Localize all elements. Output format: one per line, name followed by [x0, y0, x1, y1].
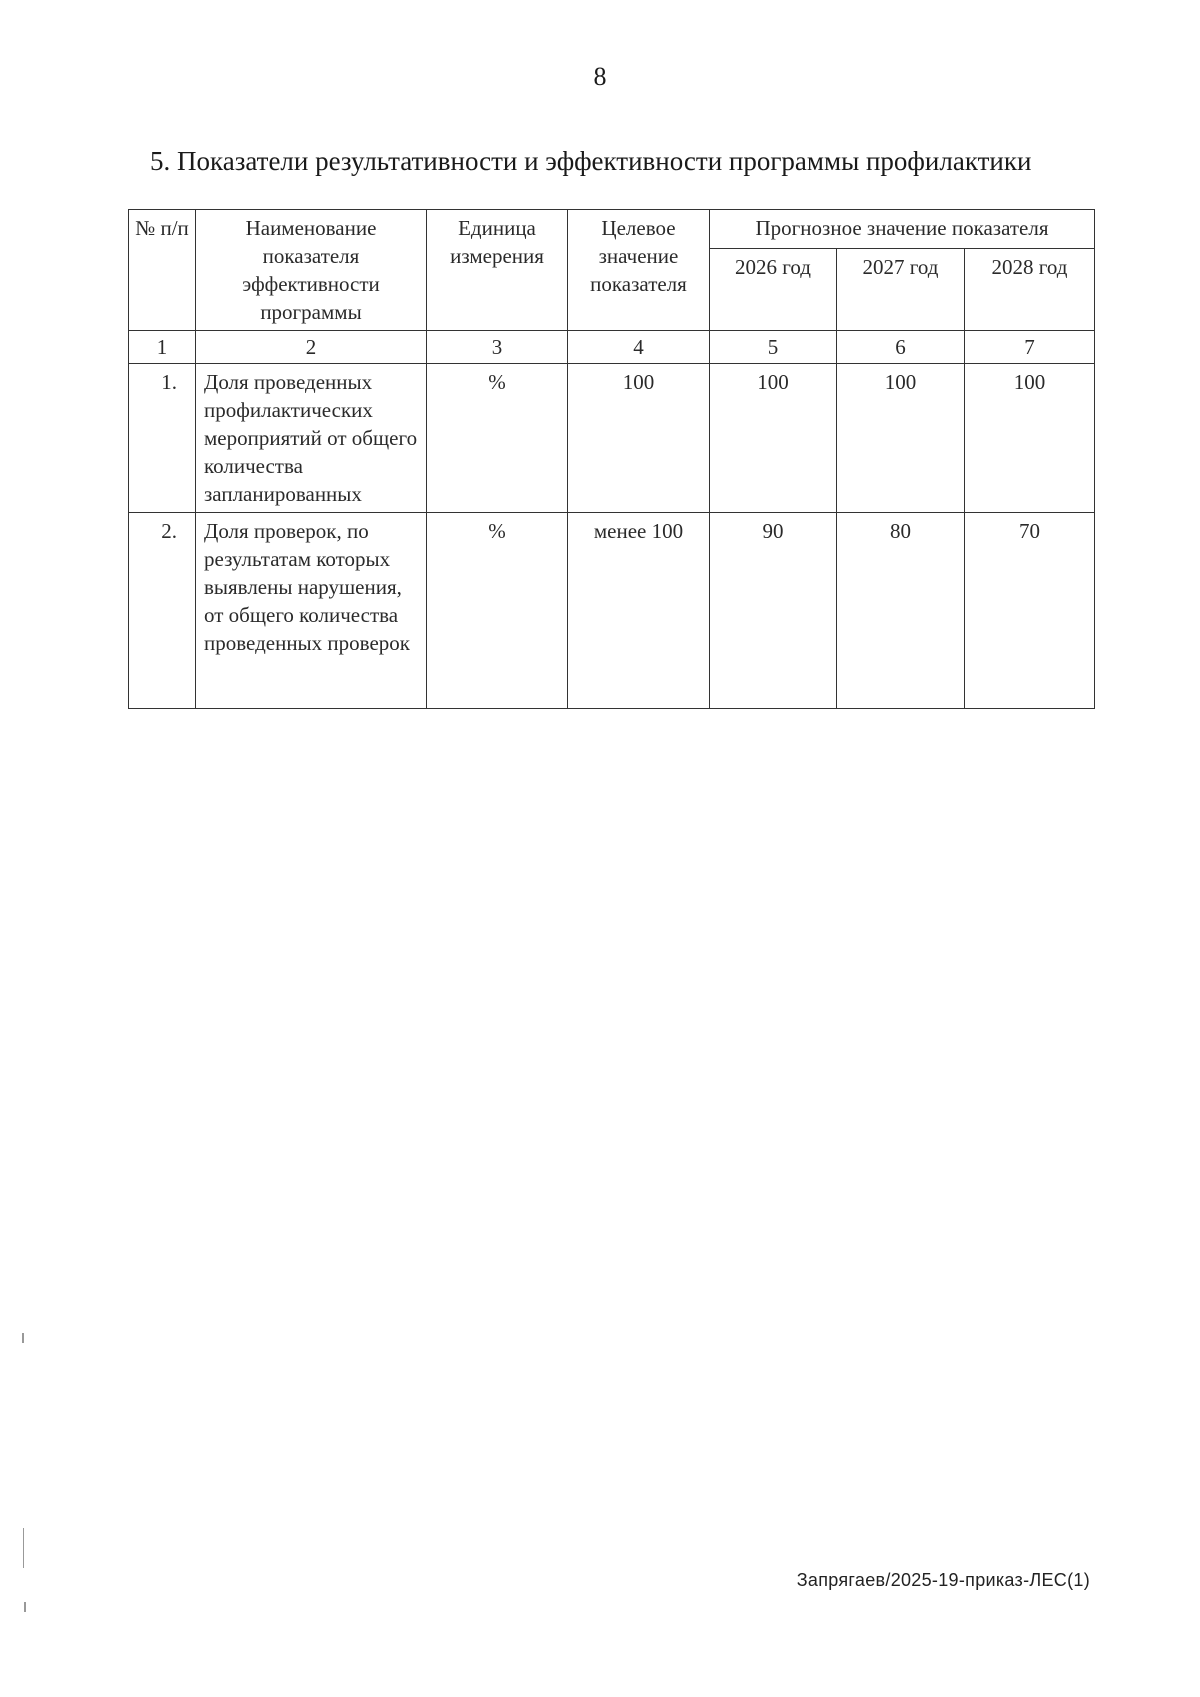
indicator-unit: %	[427, 513, 568, 709]
table-row	[129, 513, 1095, 709]
indicator-value-2026: 90	[710, 513, 837, 709]
row-number: 1.	[129, 364, 196, 513]
document-reference: Запрягаев/2025-19-приказ-ЛЕС(1)	[796, 1570, 1090, 1590]
indicator-target: 100	[568, 364, 710, 513]
header-year-2026: 2026 год	[710, 249, 837, 331]
scan-artifact	[24, 1602, 26, 1612]
header-num: № п/п	[129, 210, 196, 331]
header-year-2027: 2027 год	[837, 249, 965, 331]
indicator-value-2028: 70	[965, 513, 1095, 709]
header-name: Наименование показателя эффективности программы	[196, 210, 427, 331]
column-number: 3	[427, 331, 568, 364]
header-forecast: Прогнозное значение показателя	[710, 210, 1095, 249]
indicator-value-2027: 80	[837, 513, 965, 709]
indicator-value-2028: 100	[965, 364, 1095, 513]
table-header-row	[129, 210, 1095, 249]
column-number: 2	[196, 331, 427, 364]
indicator-target: менее 100	[568, 513, 710, 709]
scan-artifact	[23, 1528, 24, 1568]
indicator-value-2027: 100	[837, 364, 965, 513]
header-target: Целевое значение показателя	[568, 210, 710, 331]
section-title: 5. Показатели результативности и эффективности программы профилактики	[150, 146, 1032, 176]
indicator-unit: %	[427, 364, 568, 513]
scan-artifact	[22, 1333, 24, 1343]
row-number: 2.	[129, 513, 196, 709]
page-number: 8	[593, 62, 607, 91]
column-number: 6	[837, 331, 965, 364]
indicator-value-2026: 100	[710, 364, 837, 513]
column-number: 1	[129, 331, 196, 364]
indicator-name: Доля проведенных профилактических мероприятий от общего количества запланированных	[196, 364, 427, 513]
header-unit: Единица измерения	[427, 210, 568, 331]
column-number: 4	[568, 331, 710, 364]
column-number: 7	[965, 331, 1095, 364]
indicators-table	[128, 209, 1095, 709]
header-year-2028: 2028 год	[965, 249, 1095, 331]
column-numbers-row	[129, 331, 1095, 364]
column-number: 5	[710, 331, 837, 364]
table-row	[129, 364, 1095, 513]
indicator-name: Доля проверок, по результатам которых выявлены нарушения, от общего количества проведенных проверок	[196, 513, 427, 709]
